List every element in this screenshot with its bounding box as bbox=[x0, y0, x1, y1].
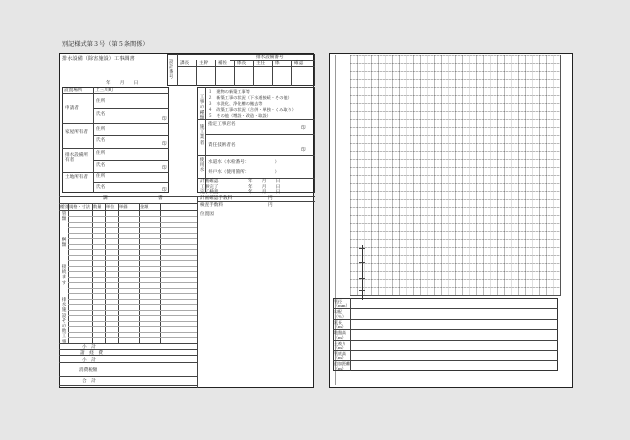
schedule-label: 工事完了 bbox=[200, 184, 219, 190]
profile-tick bbox=[359, 262, 365, 263]
land-owner-label: 土地所有者 bbox=[65, 175, 88, 180]
profile-tick bbox=[359, 278, 365, 279]
subtotal2-label: 小 計 bbox=[82, 358, 96, 363]
contractor-seal-2: 印 bbox=[301, 148, 306, 153]
water-use-item-2: 井戸水（使用箇所： ） bbox=[208, 170, 280, 175]
material-row-line bbox=[68, 293, 197, 294]
date-label: 年 月 日 bbox=[106, 81, 139, 86]
work-type-label: 工事の種類 bbox=[199, 95, 205, 121]
material-row-line bbox=[68, 244, 197, 245]
material-col-1: 種別 bbox=[60, 204, 69, 209]
subtotal-label: 小 計 bbox=[82, 345, 96, 350]
material-row-line bbox=[68, 238, 197, 239]
name-label-3: 氏名 bbox=[96, 163, 106, 168]
material-row-line bbox=[68, 266, 197, 267]
material-row-line bbox=[68, 299, 197, 300]
water-use-label: 使用水 bbox=[199, 158, 205, 174]
profile-row-line bbox=[333, 360, 558, 361]
header-col-divider bbox=[196, 60, 197, 86]
header-col-5: 主任 bbox=[256, 61, 266, 66]
material-row-line bbox=[68, 321, 197, 322]
header-col-2: 主幹 bbox=[199, 61, 209, 66]
seal-4: 印 bbox=[162, 188, 167, 193]
material-col-line bbox=[160, 203, 161, 343]
header-col-divider bbox=[291, 60, 292, 86]
material-row-line bbox=[68, 216, 197, 217]
material-row-line bbox=[68, 288, 197, 289]
material-row-line bbox=[68, 282, 197, 283]
profile-row-label: 追加距離（m） bbox=[334, 361, 350, 371]
schedule-date: 年 月 日 bbox=[248, 179, 281, 184]
header-col-6: 係 bbox=[275, 61, 280, 66]
fee-unit-1: 円 bbox=[268, 196, 273, 201]
materials-title-left: 調 bbox=[103, 196, 108, 201]
header-col-divider bbox=[234, 60, 235, 86]
profile-row-line bbox=[333, 319, 558, 320]
fee-label-2: 検査手数料 bbox=[200, 203, 223, 208]
material-sep bbox=[59, 349, 197, 350]
materials-title-right: 書 bbox=[158, 196, 163, 201]
designated-label: 指定工事店名 bbox=[208, 122, 236, 127]
material-row-line bbox=[68, 233, 197, 234]
address-label-2: 住所 bbox=[96, 127, 106, 132]
total-label: 合 計 bbox=[82, 379, 96, 384]
work-type-item: １ 建物の新築工事等 bbox=[208, 89, 250, 94]
material-col-line bbox=[68, 203, 69, 343]
material-sep bbox=[59, 362, 197, 363]
material-row-line bbox=[68, 271, 197, 272]
contractor-label: 施工業者 bbox=[199, 125, 205, 146]
header-col-divider bbox=[253, 60, 254, 86]
profile-row-line bbox=[333, 308, 558, 309]
misc-label: 諸 経 費 bbox=[80, 351, 103, 356]
material-row-line bbox=[68, 337, 197, 338]
work-type-item: ４ 改築工事の状況（合併・単独・くみ取り） bbox=[208, 107, 296, 112]
fee-label-1: 計画確認手数料 bbox=[200, 196, 233, 201]
material-vertical-label: 桝類 bbox=[61, 238, 67, 249]
schedule-label: 完了検査 bbox=[200, 190, 219, 195]
material-vertical-label: 接続ます bbox=[61, 265, 67, 286]
material-col-3: 数量 bbox=[93, 204, 102, 209]
material-col-line bbox=[139, 203, 140, 343]
location-value: 上三川町 bbox=[95, 88, 114, 93]
material-col-2: 規格・寸法 bbox=[69, 204, 90, 209]
seal-2: 印 bbox=[162, 142, 167, 147]
header-col-1: 課長 bbox=[180, 61, 190, 66]
material-vertical-label: 排水施設その他工事 bbox=[61, 298, 67, 345]
material-sep bbox=[59, 385, 197, 386]
material-col-line bbox=[105, 203, 106, 343]
seal-1: 印 bbox=[162, 117, 167, 122]
water-use-item-1: 水道水（水栓番号： ） bbox=[208, 160, 280, 165]
applicant-label: 申請者 bbox=[65, 106, 79, 111]
material-col-6: 金額 bbox=[140, 204, 149, 209]
profile-row-line bbox=[333, 350, 558, 351]
seal-3: 印 bbox=[162, 166, 167, 171]
profile-tick bbox=[359, 290, 365, 291]
material-row-line bbox=[68, 326, 197, 327]
design-no-label: 設計番号 bbox=[169, 60, 174, 80]
schedule-date: 年 月 日 bbox=[248, 190, 281, 195]
registry-no-label: 排水設備番号 bbox=[256, 55, 284, 60]
installer-label: 排水設備所有者 bbox=[65, 153, 88, 163]
material-row-line bbox=[68, 310, 197, 311]
engineer-label: 責任技術者名 bbox=[208, 143, 236, 148]
material-row-line bbox=[68, 315, 197, 316]
profile-row-label: 勾配（％） bbox=[334, 309, 346, 319]
name-label-4: 氏名 bbox=[96, 185, 106, 190]
material-row-line bbox=[68, 304, 197, 305]
work-type-item: ２ 新築工事の状況（下水道接続・その他） bbox=[208, 95, 292, 100]
material-vertical-label: 管類 bbox=[61, 212, 67, 223]
doc-header: 別記様式第３号（第５条関係） bbox=[62, 41, 149, 48]
material-col-line bbox=[118, 203, 119, 343]
material-sep bbox=[59, 376, 197, 377]
address-label-3: 住所 bbox=[96, 151, 106, 156]
profile-row-line bbox=[333, 329, 558, 330]
profile-row-label: 延長（m） bbox=[334, 319, 346, 330]
name-label-2: 氏名 bbox=[96, 138, 106, 143]
header-col-3: 補佐 bbox=[218, 61, 228, 66]
material-row-line bbox=[68, 277, 197, 278]
material-row-line bbox=[68, 255, 197, 256]
profile-row-label: 管底高（m） bbox=[334, 351, 346, 361]
work-type-item: ５ その他（増設・改造・取設） bbox=[208, 113, 271, 118]
material-row-line bbox=[68, 227, 197, 228]
profile-axis bbox=[362, 245, 363, 300]
profile-tick bbox=[359, 248, 365, 249]
schedule-date: 年 月 日 bbox=[248, 184, 281, 190]
header-col-4: 係長 bbox=[237, 61, 247, 66]
form-title: 排水設備（除害施設）工事調書 bbox=[62, 56, 135, 62]
material-col-line bbox=[92, 203, 93, 343]
layout-label: 位置図 bbox=[200, 212, 214, 217]
contractor-seal-1: 印 bbox=[301, 126, 306, 131]
header-col-divider bbox=[215, 60, 216, 86]
work-type-item: ３ 水洗化、浄化槽の撤去等 bbox=[208, 101, 263, 106]
material-row-line bbox=[68, 260, 197, 261]
material-sep bbox=[59, 343, 197, 344]
tax-label: 消費税額 bbox=[79, 368, 98, 373]
profile-row-label: 土被り（m） bbox=[334, 340, 346, 350]
profile-row-label: 地盤高（m） bbox=[334, 330, 346, 340]
address-label-1: 住所 bbox=[96, 99, 106, 104]
approval-table bbox=[167, 54, 315, 86]
material-row-line bbox=[68, 332, 197, 333]
location-label: 設置場所 bbox=[64, 88, 83, 93]
header-col-divider bbox=[272, 60, 273, 86]
profile-row-line bbox=[333, 340, 558, 341]
material-row-line bbox=[68, 222, 197, 223]
material-row-line bbox=[68, 249, 197, 250]
address-label-4: 住所 bbox=[96, 174, 106, 179]
material-col-5: 単価 bbox=[119, 204, 128, 209]
owner-label: 家屋所有者 bbox=[65, 130, 88, 135]
schedule-label: 計画確認 bbox=[200, 179, 219, 184]
profile-row-label: 管径（mm） bbox=[334, 299, 350, 309]
fee-unit-2: 円 bbox=[268, 203, 273, 208]
name-label-1: 氏名 bbox=[96, 112, 106, 117]
material-col-4: 単位 bbox=[106, 204, 115, 209]
header-col-7: 確認 bbox=[294, 61, 304, 66]
